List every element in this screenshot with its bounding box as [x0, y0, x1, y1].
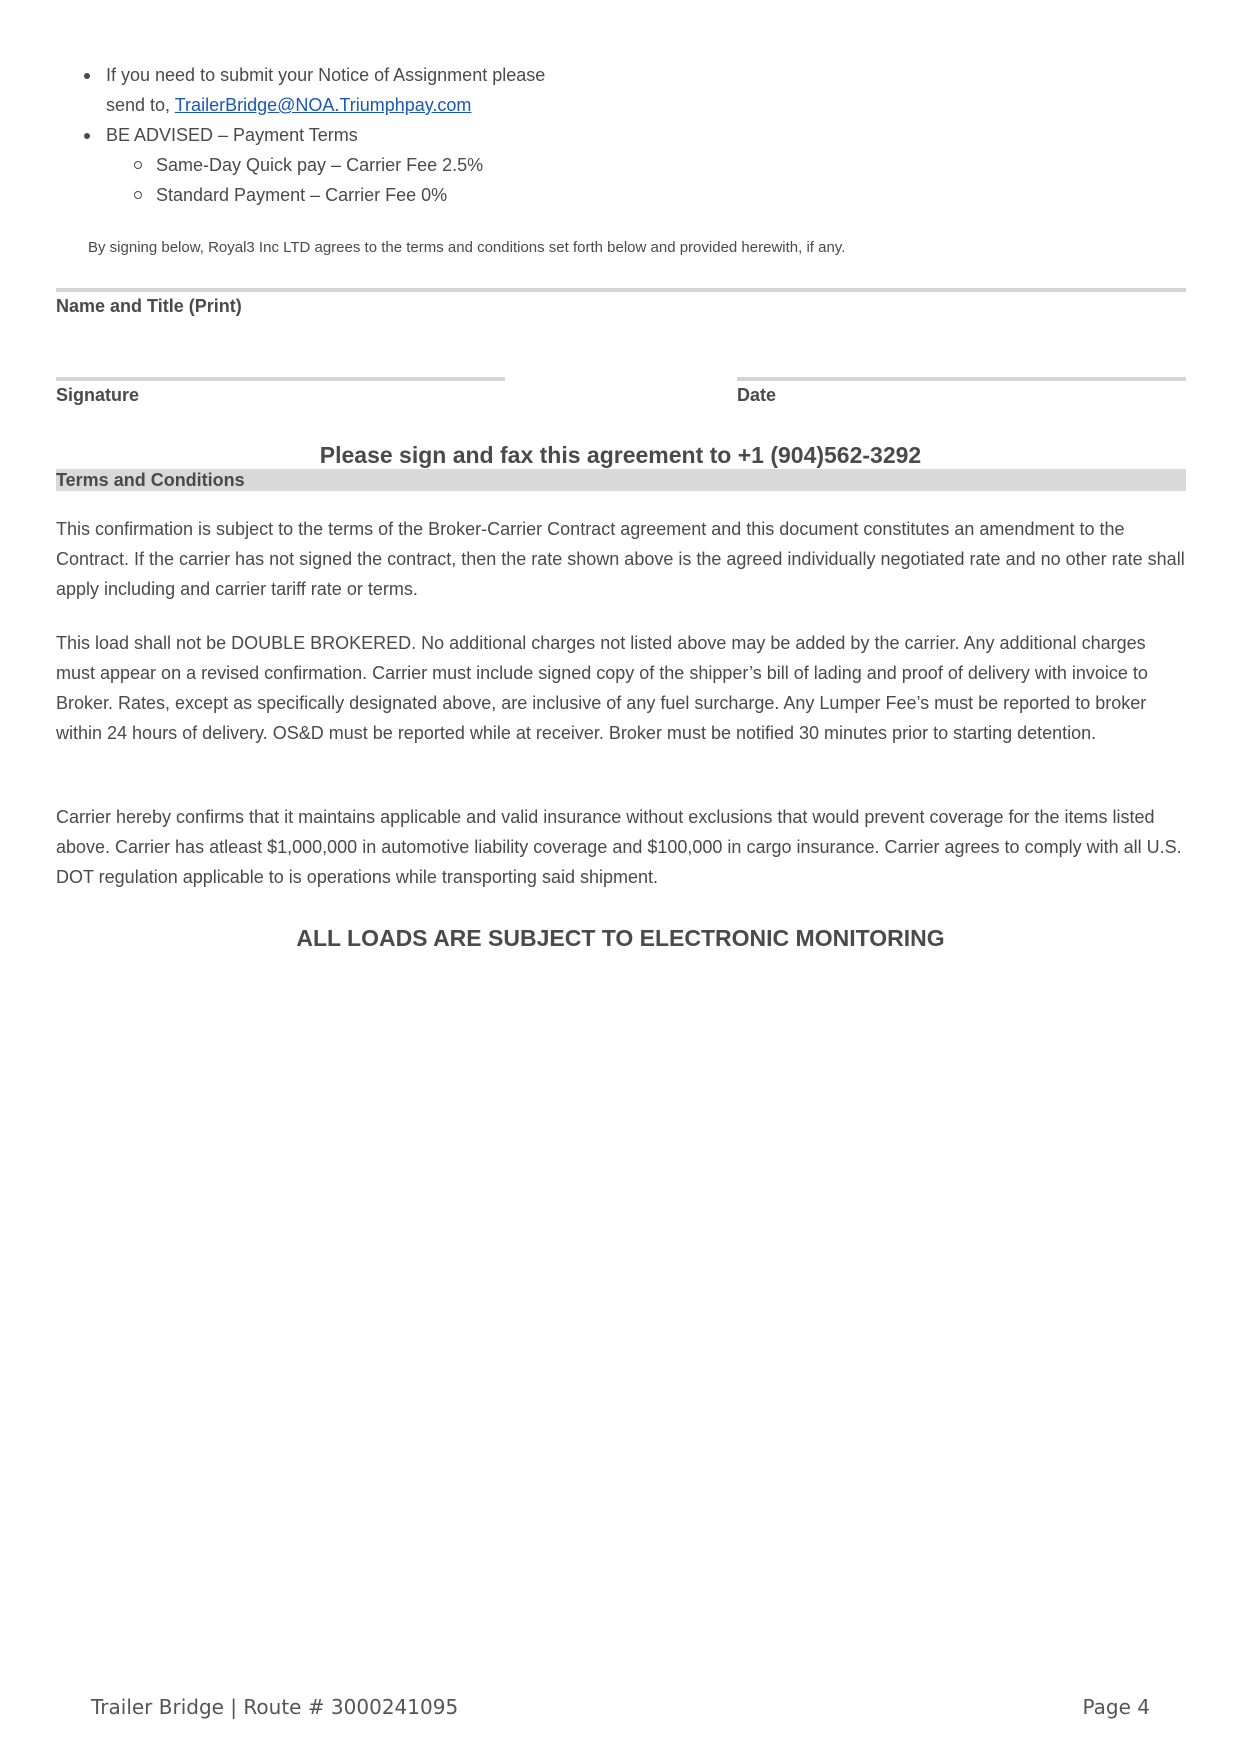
list-item-advised: BE ADVISED – Payment Terms — [74, 120, 774, 150]
noa-text: If you need to submit your Notice of Assignment please — [106, 65, 546, 85]
payment-info-list — [74, 60, 774, 210]
terms-paragraph: This confirmation is subject to the terms of the Broker-Carrier Contract agreement and this document constitutes an amendment to the Contract. If the carrier has not signed the contract, then the rate shown above is the agreed individually negotiated rate and no other rate shall apply including and carrier tariff rate or terms. — [56, 519, 1185, 599]
terms-paragraph: Carrier hereby confirms that it maintains applicable and valid insurance without exclusions that would prevent coverage for the items listed above. Carrier has atleast $1,000,000 in automotive liability coverage and $100,000 in cargo insurance. Carrier agrees to comply with all U.S. DOT regulation applicable to is operations while transporting said shipment. — [56, 807, 1182, 887]
signature-rule — [56, 377, 505, 381]
terms-paragraph: This load shall not be DOUBLE BROKERED. No additional charges not listed above may be added by the carrier. Any additional charges must appear on a revised confirmation. Carrier must include signed copy of the shipper’s bill of lading and proof of delivery with invoice to Broker. Rates, except as specifically designated above, are inclusive of any fuel surcharge. Any Lumper Fee’s must be reported to broker within 24 hours of delivery. OS&D must be reported while at receiver. Broker must be notified 30 minutes prior to starting detention. — [56, 633, 1148, 743]
date-label: Date — [737, 385, 777, 405]
noa-send-line — [106, 90, 774, 120]
name-title-rule — [56, 288, 1186, 292]
terms-heading: Terms and Conditions — [56, 469, 1186, 491]
noa-email-link[interactable]: TrailerBridge@NOA.Triumphpay.com — [174, 95, 472, 115]
footer-page-number: Page 4 — [1082, 1695, 1150, 1719]
signing-note: By signing below, Royal3 Inc LTD agrees to the terms and conditions set forth below and provided herewith, if any. — [88, 239, 846, 256]
sub-item-quickpay: Same-Day Quick pay – Carrier Fee 2.5% — [74, 150, 774, 180]
fax-instruction: Please sign and fax this agreement to +1 (904)562-3292 — [319, 442, 922, 468]
name-title-label: Name and Title (Print) — [56, 296, 242, 316]
list-item-noa — [74, 60, 774, 120]
date-rule — [737, 377, 1186, 381]
monitoring-notice: ALL LOADS ARE SUBJECT TO ELECTRONIC MONITORING — [296, 925, 945, 951]
footer-route: Trailer Bridge | Route # 3000241095 — [91, 1695, 459, 1719]
noa-send-text: send to, — [106, 95, 175, 115]
sub-item-standard: Standard Payment – Carrier Fee 0% — [74, 180, 774, 210]
signature-label: Signature — [56, 385, 140, 405]
